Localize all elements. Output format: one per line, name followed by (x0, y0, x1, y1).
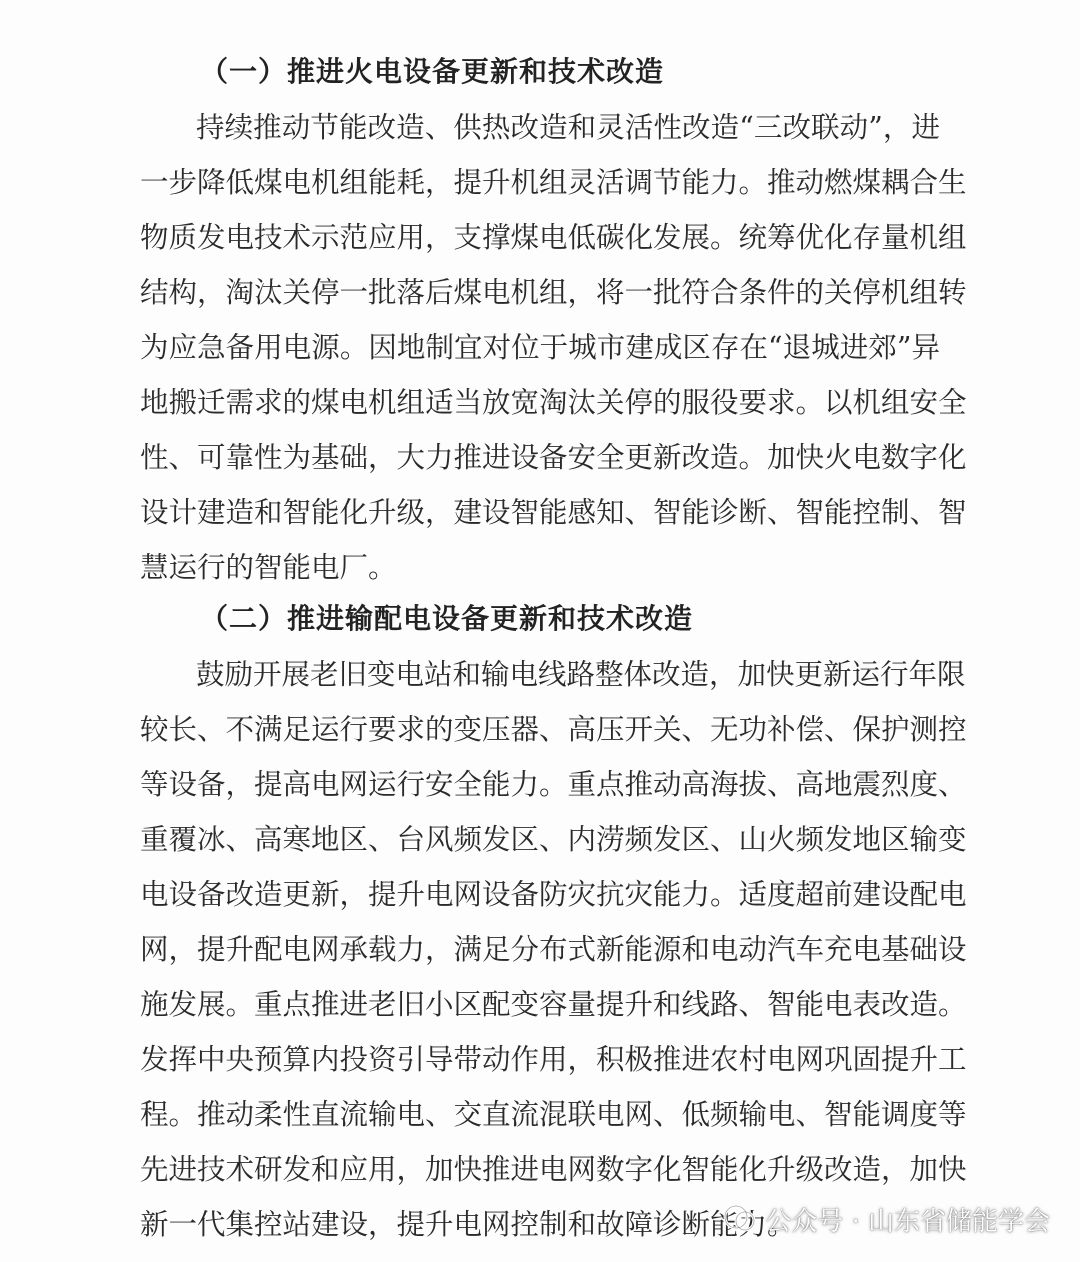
section-1-line-4: 结构，淘汰关停一批落后煤电机组，将一批符合条件的关停机组转 (140, 276, 967, 309)
section-2-line-4: 重覆冰、高寒地区、台风频发区、内涝频发区、山火频发地区输变 (140, 823, 967, 856)
section-2-line-11: 新一代集控站建设，提升电网控制和故障诊断能力。 (140, 1208, 796, 1241)
section-1-line-8: 设计建造和智能化升级，建设智能感知、智能诊断、智能控制、智 (140, 496, 967, 529)
section-1-heading: （一）推进火电设备更新和技术改造 (200, 55, 665, 88)
wechat-official-account-icon (723, 1204, 757, 1234)
section-2-heading: （二）推进输配电设备更新和技术改造 (200, 602, 694, 635)
section-2-line-10: 先进技术研发和应用，加快推进电网数字化智能化升级改造，加快 (140, 1153, 967, 1186)
section-1-line-5: 为应急备用电源。因地制宜对位于城市建成区存在“退城进郊”异 (140, 331, 940, 364)
section-1-line-6: 地搬迁需求的煤电机组适当放宽淘汰关停的服役要求。以机组安全 (140, 386, 967, 419)
section-2-line-2: 较长、不满足运行要求的变压器、高压开关、无功补偿、保护测控 (140, 713, 967, 746)
section-1-line-9: 慧运行的智能电厂。 (140, 551, 397, 584)
section-2-line-9: 程。推动柔性直流输电、交直流混联电网、低频输电、智能调度等 (140, 1098, 967, 1131)
section-1-line-7: 性、可靠性为基础，大力推进设备安全更新改造。加快火电数字化 (140, 441, 967, 474)
section-2-line-7: 施发展。重点推进老旧小区配变容量提升和线路、智能电表改造。 (140, 988, 967, 1021)
section-1-line-1: 持续推动节能改造、供热改造和灵活性改造“三改联动”，进 (196, 111, 940, 144)
section-2-line-6: 网，提升配电网承载力，满足分布式新能源和电动汽车充电基础设 (140, 933, 967, 966)
section-1-line-2: 一步降低煤电机组能耗，提升机组灵活调节能力。推动燃煤耦合生 (140, 166, 967, 199)
section-2-line-5: 电设备改造更新，提升电网设备防灾抗灾能力。适度超前建设配电 (140, 878, 967, 911)
section-2-line-8: 发挥中央预算内投资引导带动作用，积极推进农村电网巩固提升工 (140, 1043, 967, 1076)
watermark-text: 公众号 · 山东省储能学会 (765, 1206, 1050, 1237)
section-2-line-1: 鼓励开展老旧变电站和输电线路整体改造，加快更新运行年限 (196, 658, 966, 691)
section-2-line-3: 等设备，提高电网运行安全能力。重点推动高海拔、高地震烈度、 (140, 768, 967, 801)
section-1-line-3: 物质发电技术示范应用，支撑煤电低碳化发展。统筹优化存量机组 (140, 221, 967, 254)
wechat-watermark (723, 1198, 1050, 1240)
